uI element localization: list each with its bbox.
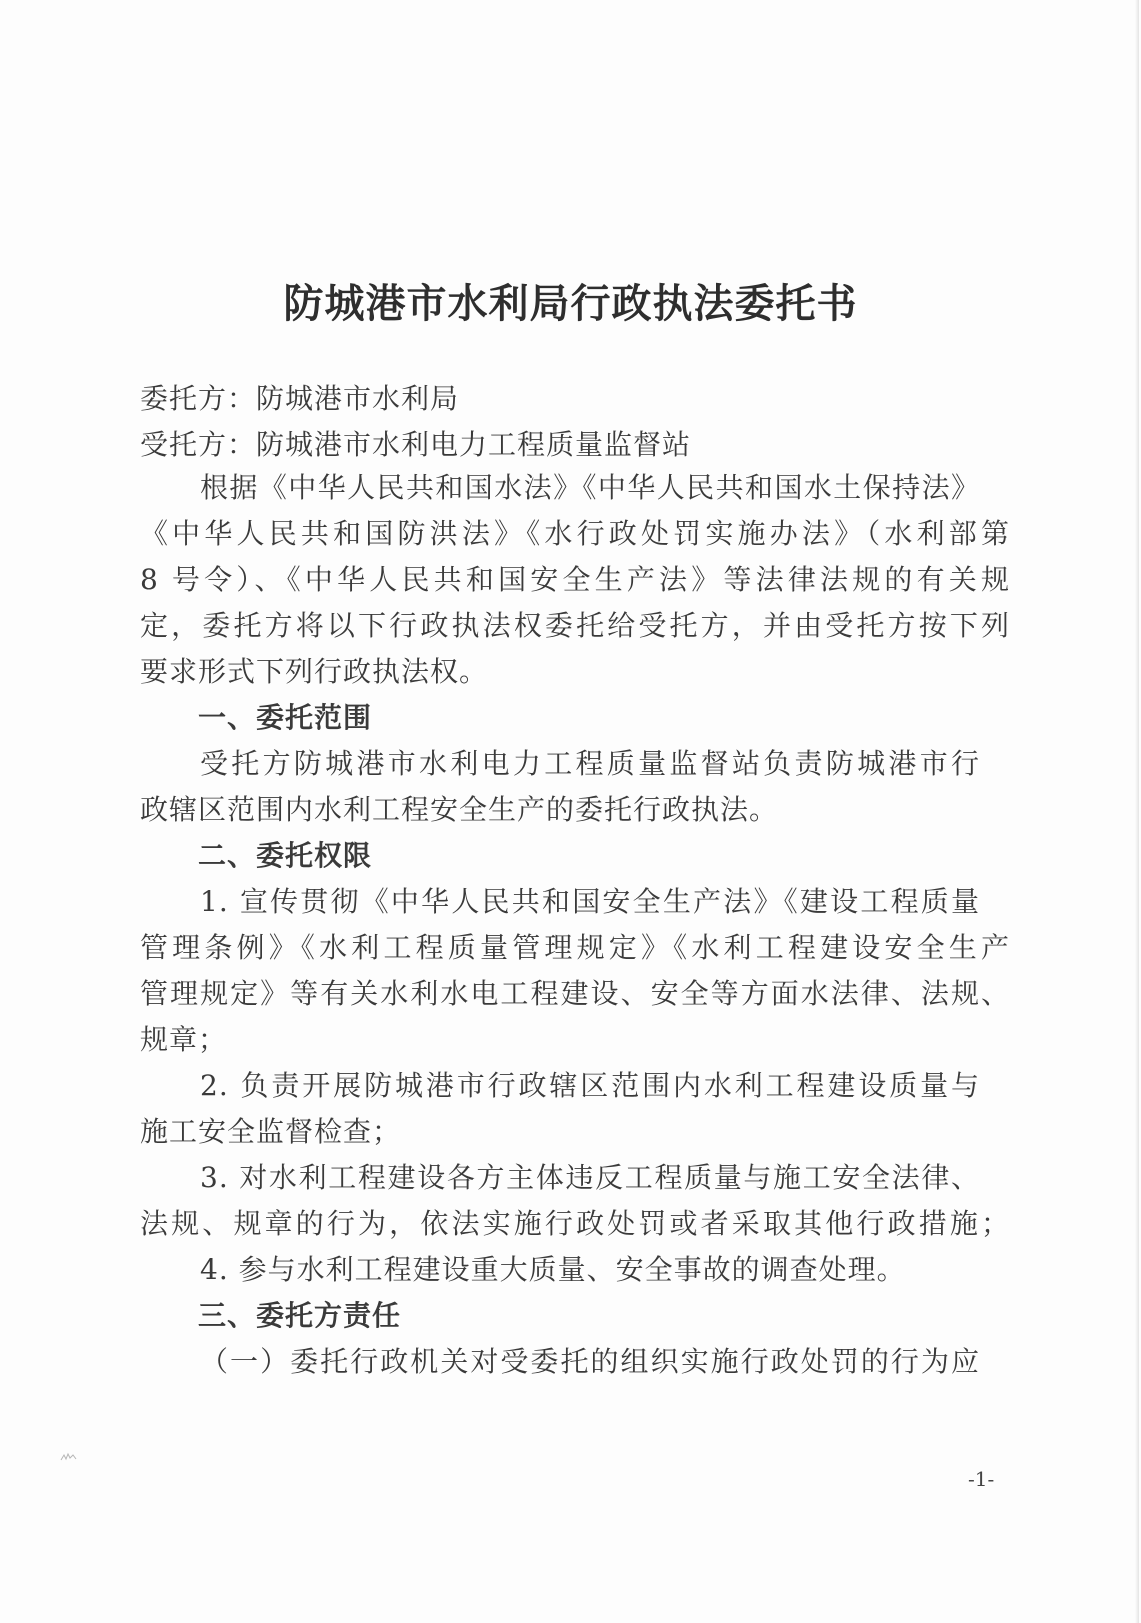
document-title: 防城港市水利局行政执法委托书 [283, 280, 858, 327]
list-item-line: 管理条例》《水利工程质量管理规定》《水利工程建设安全生产 [140, 931, 1010, 964]
page-number: -1- [968, 1467, 995, 1491]
list-item-line: 施工安全监督检查； [140, 1115, 402, 1148]
paragraph-line: 8 号令）、《中华人民共和国安全生产法》等法律法规的有关规 [140, 563, 1010, 596]
client-line: 委托方：防城港市水利局 [140, 382, 460, 415]
paragraph-line: （一）委托行政机关对受委托的组织实施行政处罚的行为应 [200, 1345, 980, 1378]
paragraph-line: 《中华人民共和国防洪法》《水行政处罚实施办法》（水利部第 [140, 517, 1010, 550]
paragraph-line: 要求形式下列行政执法权。 [140, 655, 489, 688]
list-item-line: 3. 对水利工程建设各方主体违反工程质量与施工安全法律、 [200, 1161, 980, 1194]
paragraph-line: 定，委托方将以下行政执法权委托给受托方，并由受托方按下列 [140, 609, 1010, 642]
section-heading-authority: 二、委托权限 [198, 839, 373, 872]
trustee-line: 受托方：防城港市水利电力工程质量监督站 [140, 428, 692, 461]
list-item-line: 1. 宣传贯彻《中华人民共和国安全生产法》《建设工程质量 [200, 885, 980, 918]
paragraph-line: 受托方防城港市水利电力工程质量监督站负责防城港市行 [200, 747, 980, 780]
list-item-line: 规章； [140, 1023, 228, 1056]
paragraph-line: 政辖区范围内水利工程安全生产的委托行政执法。 [140, 793, 779, 826]
scan-speck [60, 1451, 78, 1465]
section-heading-responsibility: 三、委托方责任 [198, 1299, 402, 1332]
section-heading-scope: 一、委托范围 [198, 701, 373, 734]
scan-edge [1135, 0, 1139, 1623]
paragraph-line: 根据《中华人民共和国水法》《中华人民共和国水土保持法》 [200, 471, 980, 504]
list-item-line: 法规、规章的行为，依法实施行政处罚或者采取其他行政措施； [140, 1207, 1010, 1240]
list-item-line: 管理规定》等有关水利水电工程建设、安全等方面水法律、法规、 [140, 977, 1010, 1010]
list-item-line: 2. 负责开展防城港市行政辖区范围内水利工程建设质量与 [200, 1069, 980, 1102]
list-item-line: 4. 参与水利工程建设重大质量、安全事故的调查处理。 [200, 1253, 906, 1286]
